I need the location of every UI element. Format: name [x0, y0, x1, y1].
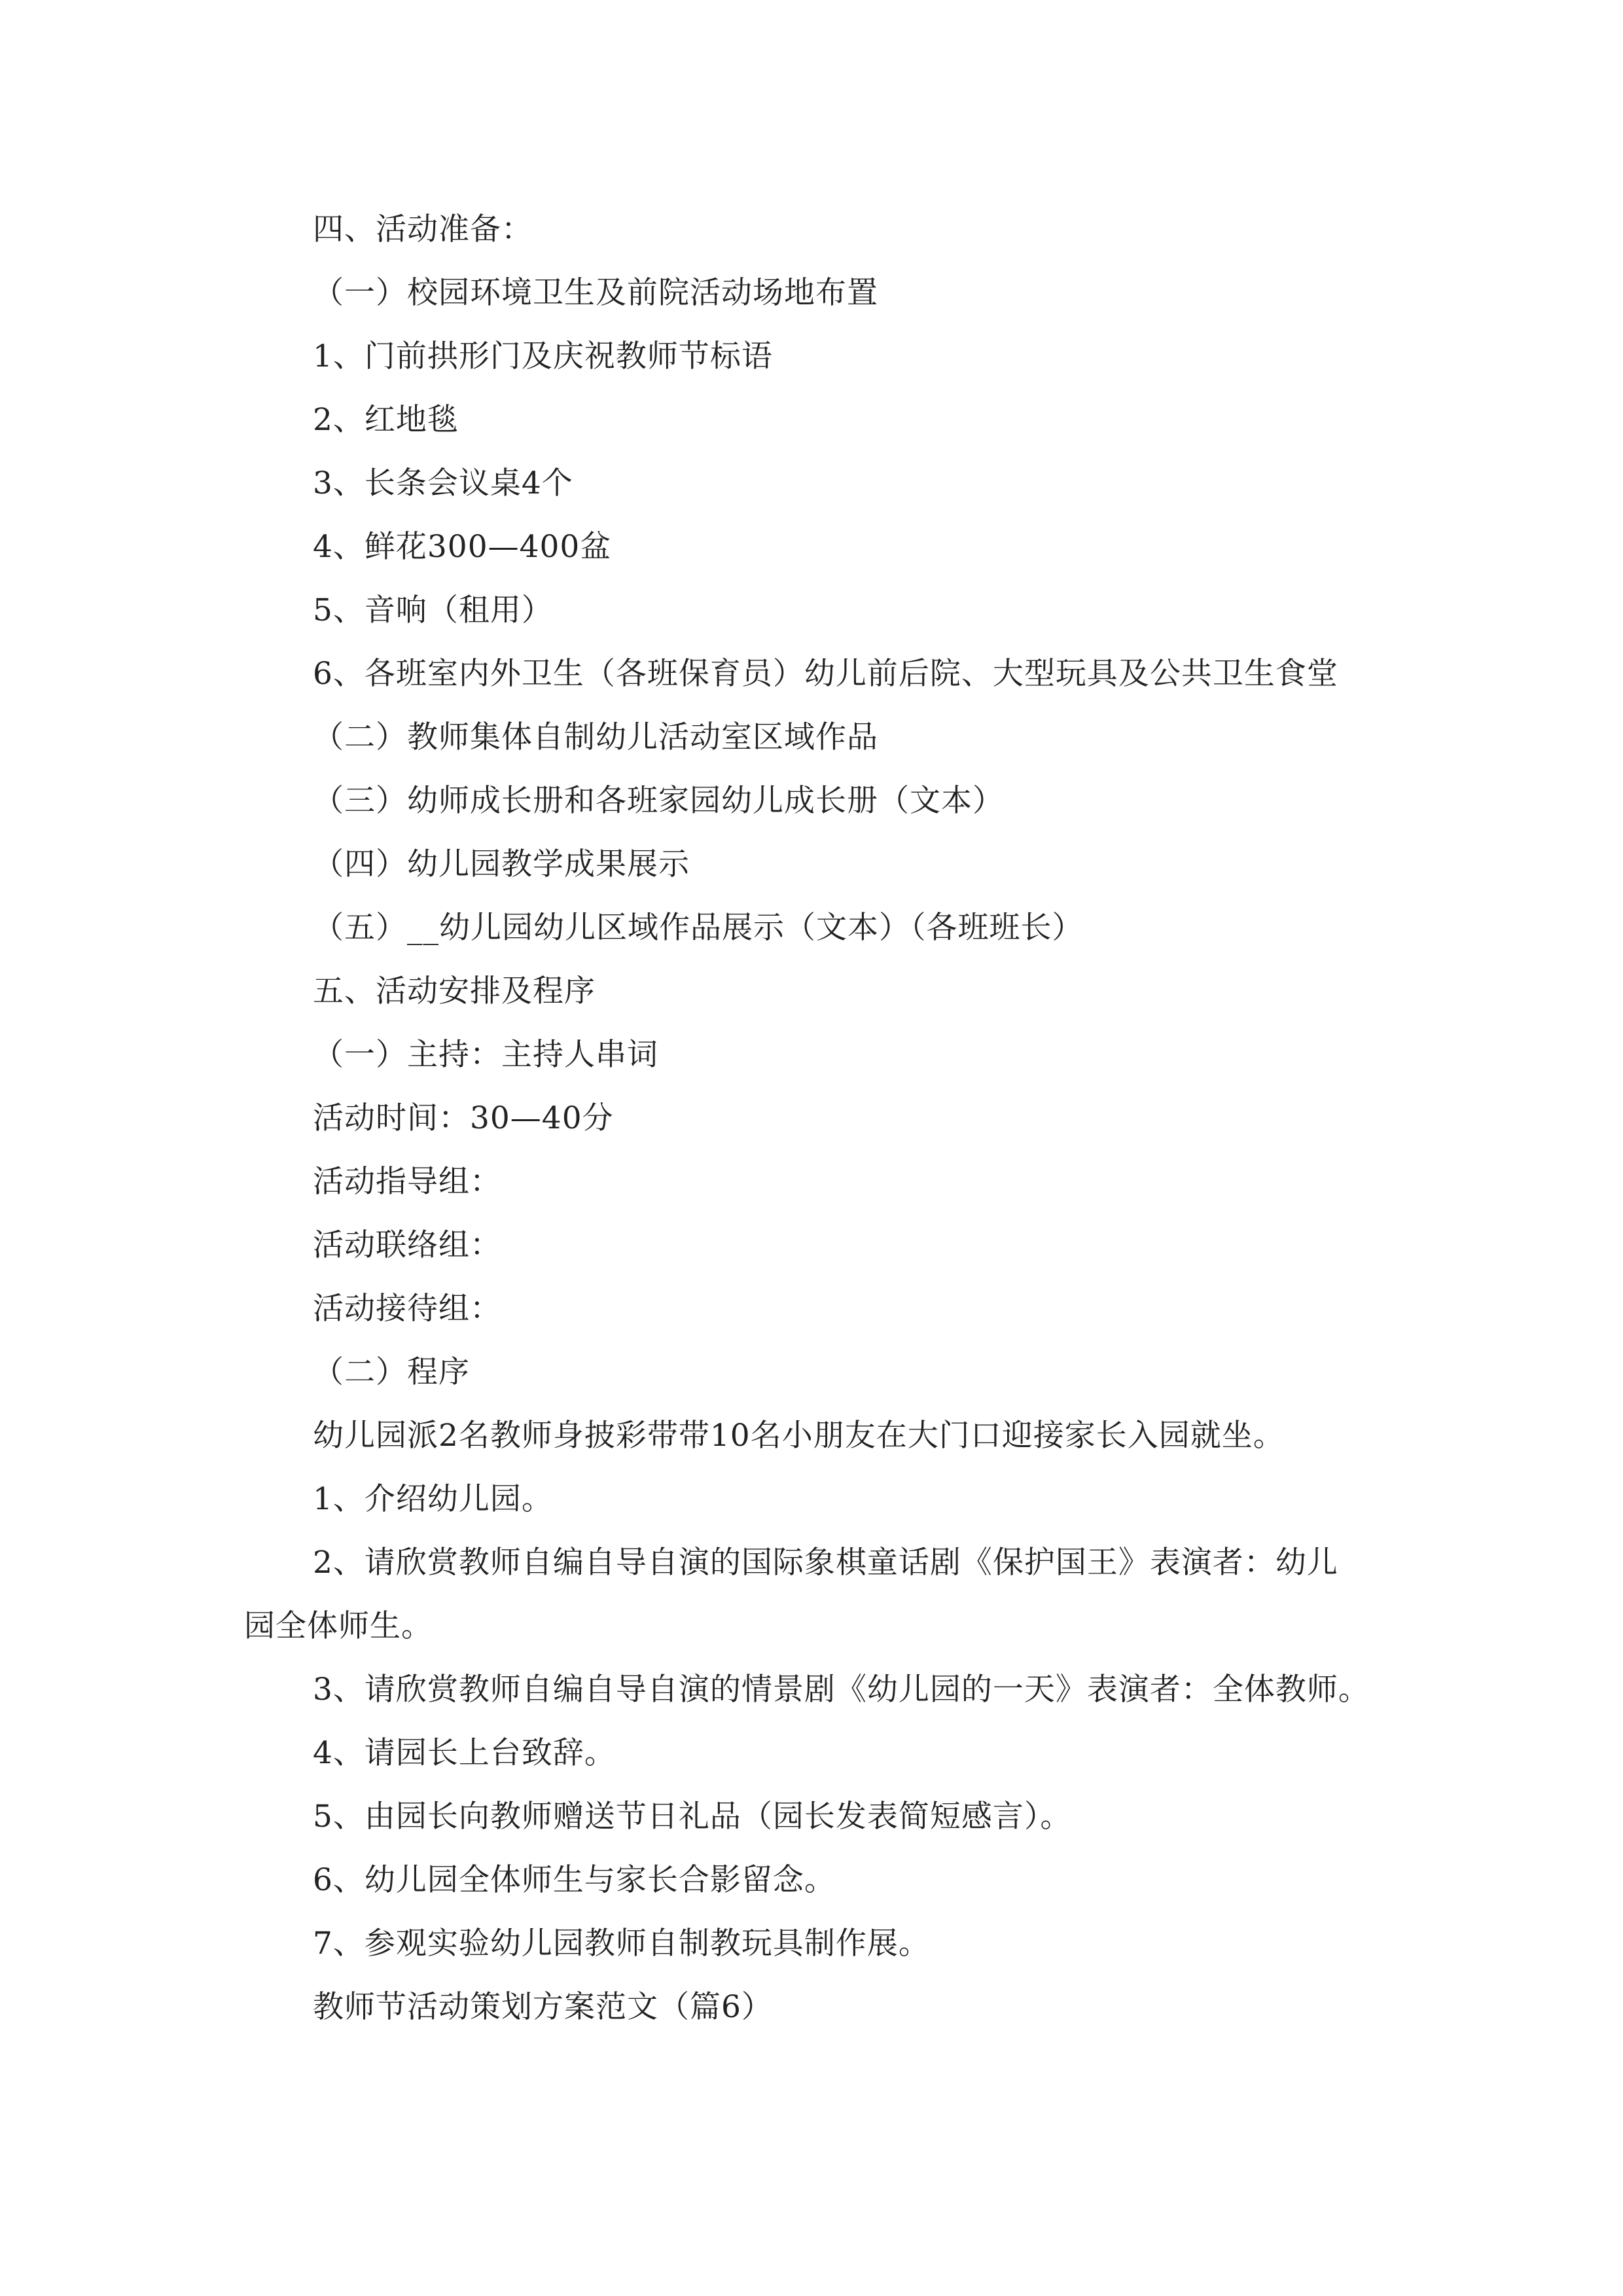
list-item: 1、门前拱形门及庆祝教师节标语 — [313, 338, 773, 374]
list-item: 1、介绍幼儿园。 — [313, 1481, 553, 1517]
list-item: 3、长条会议桌4个 — [313, 465, 573, 501]
subheading-host: （一）主持：主持人串词 — [313, 1037, 658, 1073]
list-item: 4、鲜花300—400盆 — [313, 529, 612, 565]
list-item: 3、请欣赏教师自编自导自演的情景剧《幼儿园的一天》表演者：全体教师。 — [313, 1672, 1370, 1708]
liaison-group: 活动联络组： — [313, 1227, 501, 1263]
list-item: 5、音响（租用） — [313, 592, 553, 628]
subheading-procedure: （二）程序 — [313, 1354, 470, 1390]
subheading-growth-books: （三）幼师成长册和各班家园幼儿成长册（文本） — [313, 783, 1004, 819]
subheading-area-works: （五）__幼儿园幼儿区域作品展示（文本）（各班班长） — [313, 910, 1084, 946]
section-heading-preparation: 四、活动准备： — [313, 211, 533, 247]
list-item-continuation: 园全体师生。 — [244, 1608, 433, 1644]
list-item: 5、由园长向教师赠送节日礼品（园长发表简短感言）。 — [313, 1799, 1072, 1835]
list-item: 7、参观实验幼儿园教师自制教玩具制作展。 — [313, 1926, 930, 1962]
reception-group: 活动接待组： — [313, 1291, 501, 1327]
subheading-campus-environment: （一）校园环境卫生及前院活动场地布置 — [313, 275, 878, 311]
list-item: 2、请欣赏教师自编自导自演的国际象棋童话剧《保护国王》表演者：幼儿 — [313, 1545, 1338, 1581]
list-item: 6、幼儿园全体师生与家长合影留念。 — [313, 1862, 836, 1898]
list-item: 6、各班室内外卫生（各班保育员）幼儿前后院、大型玩具及公共卫生食堂 — [313, 656, 1338, 692]
activity-time: 活动时间：30—40分 — [313, 1100, 614, 1136]
guidance-group: 活动指导组： — [313, 1164, 501, 1200]
paragraph-welcome: 幼儿园派2名教师身披彩带带10名小朋友在大门口迎接家长入园就坐。 — [313, 1418, 1285, 1454]
list-item: 2、红地毯 — [313, 402, 459, 438]
section-heading-arrangement: 五、活动安排及程序 — [313, 973, 596, 1009]
document-body — [244, 198, 1383, 2039]
list-item: 4、请园长上台致辞。 — [313, 1735, 616, 1771]
article-title: 教师节活动策划方案范文（篇6） — [313, 1989, 773, 2025]
subheading-teacher-works: （二）教师集体自制幼儿活动室区域作品 — [313, 719, 878, 755]
subheading-teaching-results: （四）幼儿园教学成果展示 — [313, 846, 690, 882]
